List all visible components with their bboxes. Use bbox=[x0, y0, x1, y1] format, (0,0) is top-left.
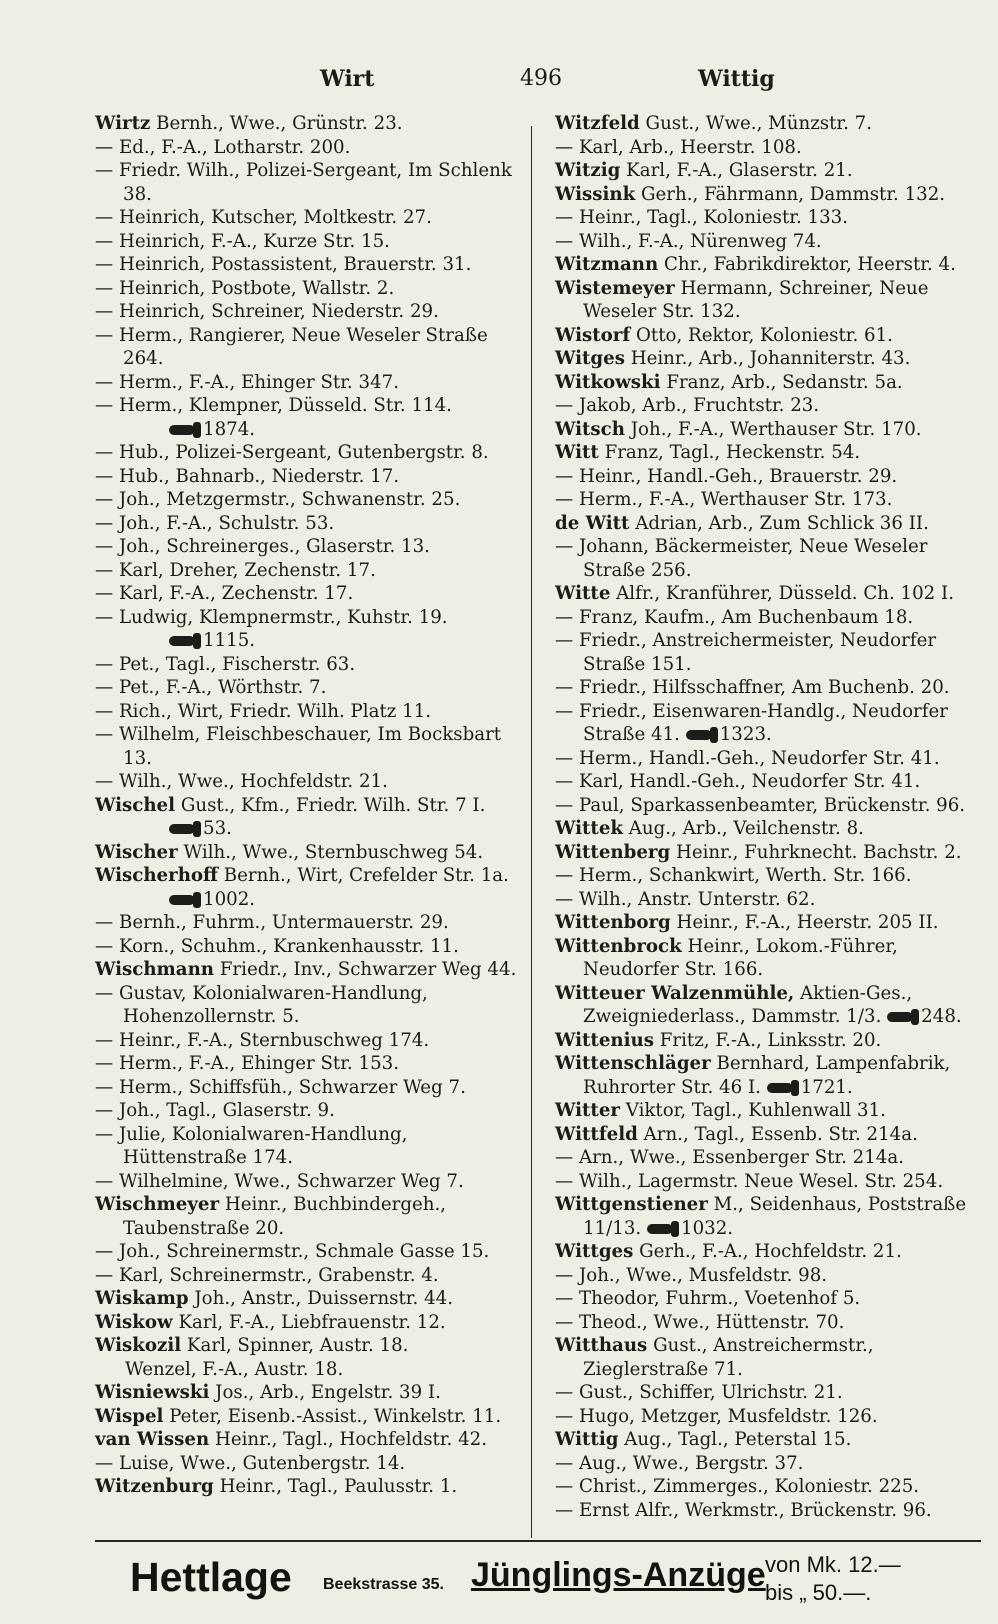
telephone-icon bbox=[887, 1012, 913, 1022]
entry-details: Karl, F.-A., Glaserstr. 21. bbox=[620, 160, 853, 181]
entry-details: — Johann, Bäckermeister, Neue Weseler Straße 256. bbox=[555, 536, 928, 581]
directory-entry bbox=[555, 512, 985, 536]
entry-details: — Herm., F.-A., Ehinger Str. 153. bbox=[95, 1053, 399, 1074]
directory-entry bbox=[95, 864, 525, 888]
directory-entry bbox=[95, 277, 525, 301]
directory-entry bbox=[555, 1170, 985, 1194]
entry-details: — Hub., Bahnarb., Niederstr. 17. bbox=[95, 465, 400, 487]
directory-entry bbox=[555, 1381, 985, 1405]
entry-details: — Friedr., Hilfsschaffner, Am Buchenb. 20. bbox=[555, 677, 950, 698]
entry-details: — Joh., Tagl., Glaserstr. 9. bbox=[95, 1100, 335, 1121]
entry-details: Otto, Rektor, Koloniestr. 61. bbox=[630, 324, 893, 346]
entry-details: — Jakob, Arb., Fruchtstr. 23. bbox=[555, 395, 820, 416]
entry-details: Chr., Fabrikdirektor, Heerstr. 4. bbox=[658, 254, 956, 275]
telephone-number bbox=[169, 418, 255, 442]
entry-surname: van Wissen bbox=[95, 1429, 210, 1450]
entry-surname: Witges bbox=[555, 348, 625, 369]
directory-entry bbox=[95, 1240, 525, 1264]
directory-entry bbox=[555, 747, 985, 771]
directory-entry bbox=[555, 183, 985, 207]
directory-entry bbox=[95, 911, 525, 935]
entry-details: — Heinr., Handl.-Geh., Brauerstr. 29. bbox=[555, 465, 898, 487]
entry-surname: Wischer bbox=[95, 841, 178, 863]
directory-entry bbox=[95, 982, 525, 1029]
entry-surname: Witteuer Walzenmühle, bbox=[555, 982, 795, 1004]
entry-details: — Friedr., Anstreichermeister, Neudorfer Straße 151. bbox=[555, 630, 937, 675]
directory-entry bbox=[555, 1499, 985, 1523]
directory-entry bbox=[95, 1264, 525, 1288]
directory-entry bbox=[555, 1099, 985, 1123]
directory-entry bbox=[555, 864, 985, 888]
entry-surname: Wittges bbox=[555, 1241, 634, 1262]
directory-entry bbox=[555, 418, 985, 442]
directory-entry bbox=[95, 1170, 525, 1194]
directory-entry bbox=[555, 441, 985, 465]
entry-surname: Wistemeyer bbox=[555, 277, 675, 299]
entry-details: — Karl, Dreher, Zechenstr. 17. bbox=[95, 559, 376, 581]
entry-surname: Wittek bbox=[555, 818, 623, 839]
directory-entry bbox=[555, 1146, 985, 1170]
telephone-icon bbox=[647, 1224, 673, 1234]
entry-details: Wilh., Wwe., Sternbuschweg 54. bbox=[177, 841, 484, 863]
directory-entry bbox=[95, 723, 525, 770]
directory-entry bbox=[95, 371, 525, 395]
entry-surname: Witte bbox=[555, 583, 611, 604]
entry-details: Heinr., Fuhrknecht. Bachstr. 2. bbox=[670, 841, 962, 863]
entry-details: — Heinr., F.-A., Sternbuschweg 174. bbox=[95, 1029, 430, 1051]
entry-details: — Friedr., Eisenwaren-Handlg., Neudorfer Straße 41. bbox=[555, 700, 948, 745]
directory-entry bbox=[555, 700, 985, 747]
entry-surname: Wittfeld bbox=[555, 1123, 638, 1145]
header-left-keyword: Wirt bbox=[320, 66, 375, 92]
entry-details: — Joh., Schreinerges., Glaserstr. 13. bbox=[95, 536, 430, 557]
entry-details: — Bernh., Fuhrm., Untermauerstr. 29. bbox=[95, 912, 449, 933]
page-header bbox=[90, 66, 990, 102]
entry-details: — Heinr., Tagl., Koloniestr. 133. bbox=[555, 207, 849, 228]
advertisement-footer bbox=[95, 1546, 985, 1616]
ad-address: Beekstrasse 35. bbox=[323, 1576, 444, 1593]
entry-details: Bernh., Wwe., Grünstr. 23. bbox=[150, 113, 403, 134]
entry-details: — Herm., Schiffsfüh., Schwarzer Weg 7. bbox=[95, 1076, 466, 1098]
entry-surname: Wittenberg bbox=[555, 841, 671, 863]
telephone-icon bbox=[169, 824, 195, 834]
entry-surname: Wiskow bbox=[95, 1311, 173, 1333]
telephone-number-text: 248. bbox=[921, 1006, 962, 1027]
entry-surname: Wittgenstiener bbox=[555, 1194, 708, 1215]
directory-entry bbox=[95, 582, 525, 606]
telephone-number bbox=[767, 1076, 853, 1100]
telephone-line bbox=[95, 817, 525, 841]
directory-entry bbox=[555, 888, 985, 912]
entry-details: Viktor, Tagl., Kuhlenwall 31. bbox=[619, 1100, 886, 1121]
entry-surname: Wittenborg bbox=[555, 912, 671, 933]
telephone-number bbox=[169, 629, 255, 653]
ad-brand: Hettlage bbox=[130, 1554, 292, 1600]
entry-details: Jos., Arb., Engelstr. 39 I. bbox=[209, 1382, 441, 1403]
entry-surname: Wischmeyer bbox=[95, 1194, 220, 1215]
ad-price-from: von Mk. 12.— bbox=[765, 1552, 901, 1577]
directory-entry bbox=[555, 629, 985, 676]
entry-details: Bernhard, Lampenfabrik, Ruhrorter Str. 46 I. bbox=[583, 1053, 951, 1098]
entry-details: — Aug., Wwe., Bergstr. 37. bbox=[555, 1452, 804, 1474]
telephone-line bbox=[95, 418, 525, 442]
directory-entry bbox=[95, 206, 525, 230]
entry-details: — Ed., F.-A., Lotharstr. 200. bbox=[95, 136, 351, 158]
entry-surname: Wischmann bbox=[95, 959, 215, 980]
header-right-keyword: Wittig bbox=[698, 66, 775, 92]
directory-entry bbox=[95, 653, 525, 677]
directory-entry bbox=[555, 817, 985, 841]
entry-surname: de Witt bbox=[555, 512, 630, 534]
entry-details: — Herm., Handl.-Geh., Neudorfer Str. 41. bbox=[555, 747, 940, 769]
entry-surname: Witter bbox=[555, 1100, 620, 1121]
directory-entry bbox=[555, 230, 985, 254]
entry-details: — Joh., Metzgermstr., Schwanenstr. 25. bbox=[95, 489, 461, 510]
directory-entry bbox=[555, 535, 985, 582]
directory-entry bbox=[95, 1381, 525, 1405]
directory-entry bbox=[95, 1052, 525, 1076]
directory-entry bbox=[555, 935, 985, 982]
entry-surname: Wiskozil bbox=[95, 1335, 182, 1356]
entry-surname: Witzfeld bbox=[555, 113, 640, 134]
telephone-icon bbox=[686, 730, 712, 740]
directory-entry bbox=[555, 394, 985, 418]
telephone-number bbox=[647, 1217, 733, 1241]
entry-details: — Korn., Schuhm., Krankenhausstr. 11. bbox=[95, 935, 459, 957]
telephone-number bbox=[887, 1005, 962, 1029]
directory-entry bbox=[555, 1428, 985, 1452]
column-divider bbox=[531, 126, 532, 1538]
entry-details: — Heinrich, Postbote, Wallstr. 2. bbox=[95, 277, 395, 299]
entry-details: Alfr., Kranführer, Düsseld. Ch. 102 I. bbox=[610, 583, 955, 604]
directory-entry bbox=[95, 465, 525, 489]
entry-details: Karl, F.-A., Liebfrauenstr. 12. bbox=[172, 1311, 446, 1333]
entry-details: — Heinrich, Postassistent, Brauerstr. 31. bbox=[95, 254, 472, 275]
entry-details: — Julie, Kolonialwaren-Handlung, Hüttenstraße 174. bbox=[95, 1123, 408, 1168]
right-column bbox=[555, 112, 985, 1522]
entry-details: Wenzel, F.-A., Austr. 18. bbox=[125, 1358, 344, 1380]
directory-entry bbox=[95, 958, 525, 982]
telephone-number-text: 53. bbox=[203, 818, 232, 839]
entry-details: — Friedr. Wilh., Polizei-Sergeant, Im Schlenk 38. bbox=[95, 160, 512, 205]
directory-entry bbox=[95, 1287, 525, 1311]
directory-entry bbox=[95, 770, 525, 794]
directory-entry bbox=[555, 770, 985, 794]
page-number: 496 bbox=[520, 66, 562, 91]
telephone-number-text: 1032. bbox=[681, 1217, 734, 1239]
entry-details: — Wilh., Lagermstr. Neue Wesel. Str. 254. bbox=[555, 1170, 944, 1192]
entry-details: — Theod., Wwe., Hüttenstr. 70. bbox=[555, 1311, 845, 1333]
directory-entry bbox=[555, 1287, 985, 1311]
ad-separator-rule bbox=[95, 1540, 981, 1542]
entry-surname: Witthaus bbox=[555, 1335, 648, 1356]
entry-surname: Witsch bbox=[555, 418, 625, 440]
directory-entry bbox=[555, 112, 985, 136]
directory-entry bbox=[555, 1311, 985, 1335]
directory-entry bbox=[95, 136, 525, 160]
directory-entry bbox=[95, 1475, 525, 1499]
entry-details: Joh., Anstr., Duissernstr. 44. bbox=[188, 1288, 453, 1309]
directory-entry bbox=[95, 112, 525, 136]
directory-entry bbox=[555, 277, 985, 324]
entry-surname: Wispel bbox=[95, 1405, 164, 1427]
directory-entry bbox=[555, 1052, 985, 1099]
entry-details: Adrian, Arb., Zum Schlick 36 II. bbox=[629, 512, 929, 534]
entry-details: Heinr., Lokom.-Führer, Neudorfer Str. 166. bbox=[583, 935, 898, 980]
directory-entry bbox=[555, 676, 985, 700]
entry-details: Gust., Kfm., Friedr. Wilh. Str. 7 I. bbox=[175, 794, 486, 816]
entry-details: Franz, Tagl., Heckenstr. 54. bbox=[598, 442, 861, 463]
entry-surname: Wissink bbox=[555, 183, 636, 205]
directory-entry bbox=[555, 347, 985, 371]
telephone-line bbox=[95, 888, 525, 912]
telephone-line bbox=[95, 629, 525, 653]
entry-details: — Joh., F.-A., Schulstr. 53. bbox=[95, 512, 335, 534]
directory-entry bbox=[95, 1358, 525, 1382]
directory-entry bbox=[555, 1405, 985, 1429]
entry-details: Gerh., F.-A., Hochfeldstr. 21. bbox=[633, 1241, 902, 1262]
entry-details: — Theodor, Fuhrm., Voetenhof 5. bbox=[555, 1288, 861, 1309]
directory-entry bbox=[555, 606, 985, 630]
entry-details: — Heinrich, Schreiner, Niederstr. 29. bbox=[95, 301, 439, 322]
entry-details: — Karl, Arb., Heerstr. 108. bbox=[555, 136, 802, 158]
entry-surname: Witzmann bbox=[555, 254, 659, 275]
directory-entry bbox=[95, 935, 525, 959]
directory-entry bbox=[555, 1452, 985, 1476]
entry-surname: Wirtz bbox=[95, 113, 151, 134]
directory-entry bbox=[555, 371, 985, 395]
directory-entry bbox=[95, 1405, 525, 1429]
entry-details: — Wilhelmine, Wwe., Schwarzer Weg 7. bbox=[95, 1170, 464, 1192]
entry-surname: Witkowski bbox=[555, 371, 661, 393]
entry-surname: Wittenbrock bbox=[555, 935, 682, 957]
entry-details: — Herm., Schankwirt, Werth. Str. 166. bbox=[555, 865, 912, 886]
directory-entry bbox=[555, 841, 985, 865]
entry-details: — Wilhelm, Fleischbeschauer, Im Bocksbart 13. bbox=[95, 724, 502, 769]
entry-surname: Wittig bbox=[555, 1429, 619, 1450]
entry-details: — Joh., Wwe., Musfeldstr. 98. bbox=[555, 1264, 828, 1286]
directory-entry bbox=[555, 582, 985, 606]
entry-surname: Wistorf bbox=[555, 324, 631, 346]
entry-details: Gust., Wwe., Münzstr. 7. bbox=[639, 113, 873, 134]
directory-entry bbox=[95, 1452, 525, 1476]
entry-details: — Heinrich, F.-A., Kurze Str. 15. bbox=[95, 230, 390, 252]
entry-details: — Arn., Wwe., Essenberger Str. 214a. bbox=[555, 1147, 904, 1168]
entry-details: — Karl, F.-A., Zechenstr. 17. bbox=[95, 583, 354, 604]
entry-details: — Hub., Polizei-Sergeant, Gutenbergstr. 8. bbox=[95, 442, 489, 463]
directory-entry bbox=[555, 1240, 985, 1264]
directory-entry bbox=[555, 1334, 985, 1381]
entry-details: — Hugo, Metzger, Musfeldstr. 126. bbox=[555, 1405, 878, 1427]
entry-details: — Wilh., Wwe., Hochfeldstr. 21. bbox=[95, 771, 388, 792]
entry-details: — Gustav, Kolonialwaren-Handlung, Hohenzollernstr. 5. bbox=[95, 982, 428, 1027]
directory-entry bbox=[555, 1123, 985, 1147]
entry-details: — Herm., Rangierer, Neue Weseler Straße 264. bbox=[95, 324, 488, 369]
directory-entry bbox=[95, 253, 525, 277]
entry-details: Arn., Tagl., Essenb. Str. 214a. bbox=[637, 1123, 918, 1145]
directory-entry bbox=[555, 253, 985, 277]
entry-details: Gerh., Fährmann, Dammstr. 132. bbox=[635, 183, 946, 205]
entry-details: Karl, Spinner, Austr. 18. bbox=[181, 1335, 409, 1356]
directory-entry bbox=[95, 676, 525, 700]
entry-details: Peter, Eisenb.-Assist., Winkelstr. 11. bbox=[163, 1405, 502, 1427]
directory-entry bbox=[555, 136, 985, 160]
entry-details: — Ernst Alfr., Werkmstr., Brückenstr. 96. bbox=[555, 1499, 932, 1521]
directory-entry bbox=[95, 1428, 525, 1452]
entry-surname: Witzenburg bbox=[95, 1476, 214, 1497]
entry-details: — Wilh., Anstr. Unterstr. 62. bbox=[555, 888, 816, 910]
entry-details: — Paul, Sparkassenbeamter, Brückenstr. 96. bbox=[555, 794, 966, 816]
entry-details: — Herm., F.-A., Werthauser Str. 173. bbox=[555, 489, 893, 510]
directory-entry bbox=[555, 982, 985, 1029]
entry-details: — Wilh., F.-A., Nürenweg 74. bbox=[555, 230, 822, 252]
directory-entry bbox=[555, 324, 985, 348]
left-column bbox=[95, 112, 525, 1499]
entry-details: Aug., Arb., Veilchenstr. 8. bbox=[623, 818, 864, 839]
directory-entry bbox=[95, 1099, 525, 1123]
directory-entry bbox=[95, 794, 525, 818]
telephone-number bbox=[169, 888, 255, 912]
directory-entry bbox=[95, 700, 525, 724]
entry-surname: Wiskamp bbox=[95, 1288, 189, 1309]
entry-details: Heinr., Tagl., Paulusstr. 1. bbox=[213, 1476, 458, 1497]
telephone-number-text: 1115. bbox=[203, 630, 256, 651]
entry-details: Gust., Anstreichermstr., Zieglerstraße 71. bbox=[583, 1335, 874, 1380]
entry-details: Fritz, F.-A., Linksstr. 20. bbox=[653, 1029, 882, 1051]
directory-entry bbox=[95, 1076, 525, 1100]
entry-details: — Christ., Zimmerges., Koloniestr. 225. bbox=[555, 1476, 920, 1497]
directory-entry bbox=[95, 230, 525, 254]
directory-entry bbox=[95, 1334, 525, 1358]
entry-details: Franz, Arb., Sedanstr. 5a. bbox=[660, 371, 903, 393]
directory-entry bbox=[555, 488, 985, 512]
entry-details: — Joh., Schreinermstr., Schmale Gasse 15. bbox=[95, 1241, 490, 1262]
directory-entry bbox=[95, 324, 525, 371]
directory-entry bbox=[555, 206, 985, 230]
telephone-icon bbox=[169, 895, 195, 905]
entry-details: Aug., Tagl., Peterstal 15. bbox=[618, 1429, 852, 1450]
telephone-number-text: 1721. bbox=[800, 1076, 853, 1098]
directory-entry bbox=[95, 441, 525, 465]
entry-surname: Witt bbox=[555, 442, 599, 463]
directory-entry bbox=[555, 1193, 985, 1240]
directory-entry bbox=[95, 300, 525, 324]
directory-entry bbox=[555, 1029, 985, 1053]
ad-offer: Jünglings-Anzüge bbox=[471, 1556, 766, 1594]
directory-entry bbox=[95, 394, 525, 418]
directory-entry bbox=[95, 1193, 525, 1240]
directory-entry bbox=[95, 488, 525, 512]
entry-surname: Wischerhoff bbox=[95, 865, 218, 886]
directory-entry bbox=[95, 535, 525, 559]
entry-details: Heinr., Buchbindergeh., Taubenstraße 20. bbox=[123, 1194, 447, 1239]
directory-entry bbox=[95, 1311, 525, 1335]
entry-details: — Herm., Klempner, Düsseld. Str. 114. bbox=[95, 395, 452, 416]
entry-details: — Franz, Kaufm., Am Buchenbaum 18. bbox=[555, 606, 914, 628]
telephone-icon bbox=[767, 1083, 793, 1093]
entry-details: — Rich., Wirt, Friedr. Wilh. Platz 11. bbox=[95, 700, 432, 722]
directory-entry bbox=[555, 794, 985, 818]
entry-details: — Luise, Wwe., Gutenbergstr. 14. bbox=[95, 1452, 406, 1474]
directory-entry bbox=[555, 159, 985, 183]
entry-surname: Wischel bbox=[95, 794, 176, 816]
directory-entry bbox=[95, 841, 525, 865]
entry-surname: Wittenschläger bbox=[555, 1053, 711, 1074]
directory-entry bbox=[95, 606, 525, 630]
entry-surname: Wisniewski bbox=[95, 1382, 210, 1403]
entry-surname: Witzig bbox=[555, 160, 621, 181]
telephone-icon bbox=[169, 636, 195, 646]
directory-entry bbox=[555, 1264, 985, 1288]
entry-details: Bernh., Wirt, Crefelder Str. 1a. bbox=[218, 865, 509, 886]
entry-details: Hermann, Schreiner, Neue Weseler Str. 132. bbox=[583, 277, 929, 322]
telephone-number-text: 1874. bbox=[203, 418, 256, 440]
directory-entry bbox=[95, 159, 525, 206]
directory-entry bbox=[95, 1029, 525, 1053]
directory-entry bbox=[95, 559, 525, 583]
entry-details: — Ludwig, Klempnermstr., Kuhstr. 19. bbox=[95, 606, 448, 628]
entry-details: — Karl, Schreinermstr., Grabenstr. 4. bbox=[95, 1264, 439, 1286]
entry-details: — Karl, Handl.-Geh., Neudorfer Str. 41. bbox=[555, 771, 921, 792]
entry-details: — Pet., F.-A., Wörthstr. 7. bbox=[95, 677, 327, 698]
telephone-number bbox=[686, 723, 772, 747]
entry-surname: Wittenius bbox=[555, 1029, 654, 1051]
directory-entry bbox=[95, 1123, 525, 1170]
entry-details: M., Seidenhaus, Poststraße 11/13. bbox=[583, 1194, 967, 1239]
telephone-number bbox=[169, 817, 232, 841]
entry-details: — Gust., Schiffer, Ulrichstr. 21. bbox=[555, 1382, 843, 1403]
telephone-number-text: 1002. bbox=[203, 888, 256, 910]
directory-entry bbox=[95, 512, 525, 536]
directory-entry bbox=[555, 465, 985, 489]
directory-entry bbox=[555, 1475, 985, 1499]
entry-details: Aktien-Ges., Zweigniederlass., Dammstr. 1/3. bbox=[583, 982, 913, 1027]
entry-details: — Pet., Tagl., Fischerstr. 63. bbox=[95, 653, 356, 675]
entry-details: Heinr., F.-A., Heerstr. 205 II. bbox=[670, 912, 939, 933]
entry-details: Joh., F.-A., Werthauser Str. 170. bbox=[624, 418, 922, 440]
entry-details: — Herm., F.-A., Ehinger Str. 347. bbox=[95, 371, 399, 393]
ad-price-to: bis „ 50.—. bbox=[765, 1580, 872, 1605]
entry-details: Heinr., Tagl., Hochfeldstr. 42. bbox=[209, 1429, 488, 1450]
telephone-icon bbox=[169, 425, 195, 435]
entry-details: Heinr., Arb., Johanniterstr. 43. bbox=[624, 348, 911, 369]
directory-entry bbox=[555, 911, 985, 935]
entry-details: — Heinrich, Kutscher, Moltkestr. 27. bbox=[95, 207, 432, 228]
telephone-number-text: 1323. bbox=[719, 724, 772, 745]
entry-details: Friedr., Inv., Schwarzer Weg 44. bbox=[214, 959, 517, 980]
